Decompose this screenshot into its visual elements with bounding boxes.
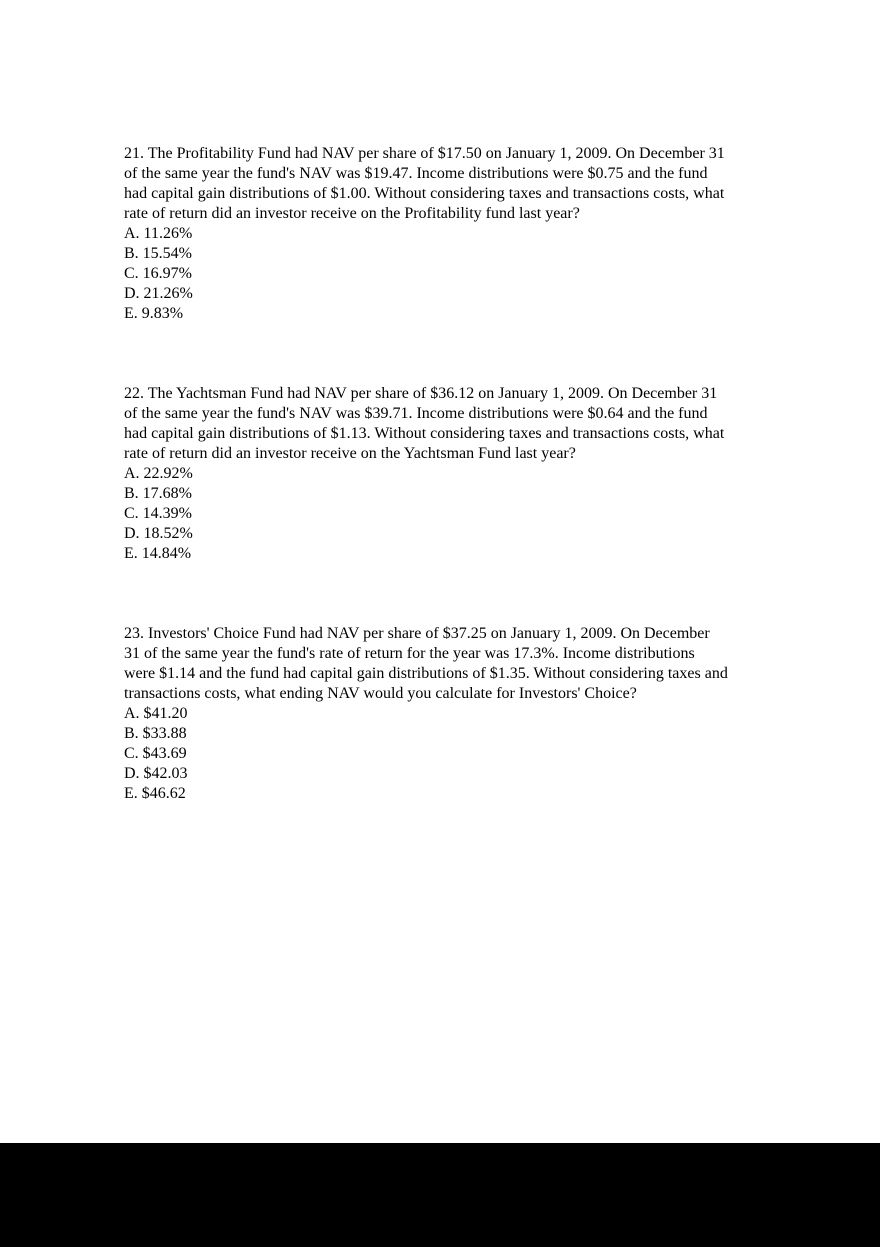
answer-option-b: B. 15.54% xyxy=(124,245,192,262)
question-text-line: rate of return did an investor receive on the Yachtsman Fund last year? xyxy=(124,445,576,462)
answer-option-e: E. 14.84% xyxy=(124,545,192,562)
answer-option-a: A. 11.26% xyxy=(124,225,193,242)
bottom-black-bar xyxy=(0,1143,880,1247)
answer-option-b: B. $33.88 xyxy=(124,725,187,742)
answer-option-d: D. 18.52% xyxy=(124,525,193,542)
answer-option-b: B. 17.68% xyxy=(124,485,192,502)
question-text-line: 23. Investors' Choice Fund had NAV per share of $37.25 on January 1, 2009. On December xyxy=(124,625,710,642)
answer-option-c: C. 14.39% xyxy=(124,505,192,522)
question-23 xyxy=(124,624,814,804)
answer-option-a: A. 22.92% xyxy=(124,465,193,482)
question-text-line: rate of return did an investor receive on the Profitability fund last year? xyxy=(124,205,580,222)
question-text-line: of the same year the fund's NAV was $19.47. Income distributions were $0.75 and the fund xyxy=(124,165,708,182)
question-text-line: 22. The Yachtsman Fund had NAV per share of $36.12 on January 1, 2009. On December 31 xyxy=(124,385,718,402)
answer-option-a: A. $41.20 xyxy=(124,705,188,722)
questions-content xyxy=(124,144,814,804)
question-text-line: transactions costs, what ending NAV would you calculate for Investors' Choice? xyxy=(124,685,637,702)
question-text-line: of the same year the fund's NAV was $39.71. Income distributions were $0.64 and the fund xyxy=(124,405,708,422)
question-text-line: had capital gain distributions of $1.13. Without considering taxes and transactions costs, what xyxy=(124,425,725,442)
question-text-line: 21. The Profitability Fund had NAV per share of $17.50 on January 1, 2009. On December 31 xyxy=(124,145,725,162)
question-text-line: were $1.14 and the fund had capital gain distributions of $1.35. Without considering taxes and xyxy=(124,665,728,682)
answer-option-e: E. 9.83% xyxy=(124,305,184,322)
answer-option-d: D. $42.03 xyxy=(124,765,188,782)
question-21 xyxy=(124,144,814,324)
question-text-line: 31 of the same year the fund's rate of return for the year was 17.3%. Income distributions xyxy=(124,645,695,662)
question-22 xyxy=(124,384,814,564)
answer-option-d: D. 21.26% xyxy=(124,285,193,302)
answer-option-e: E. $46.62 xyxy=(124,785,186,802)
question-text-line: had capital gain distributions of $1.00. Without considering taxes and transactions costs, what xyxy=(124,185,725,202)
answer-option-c: C. 16.97% xyxy=(124,265,192,282)
answer-option-c: C. $43.69 xyxy=(124,745,187,762)
